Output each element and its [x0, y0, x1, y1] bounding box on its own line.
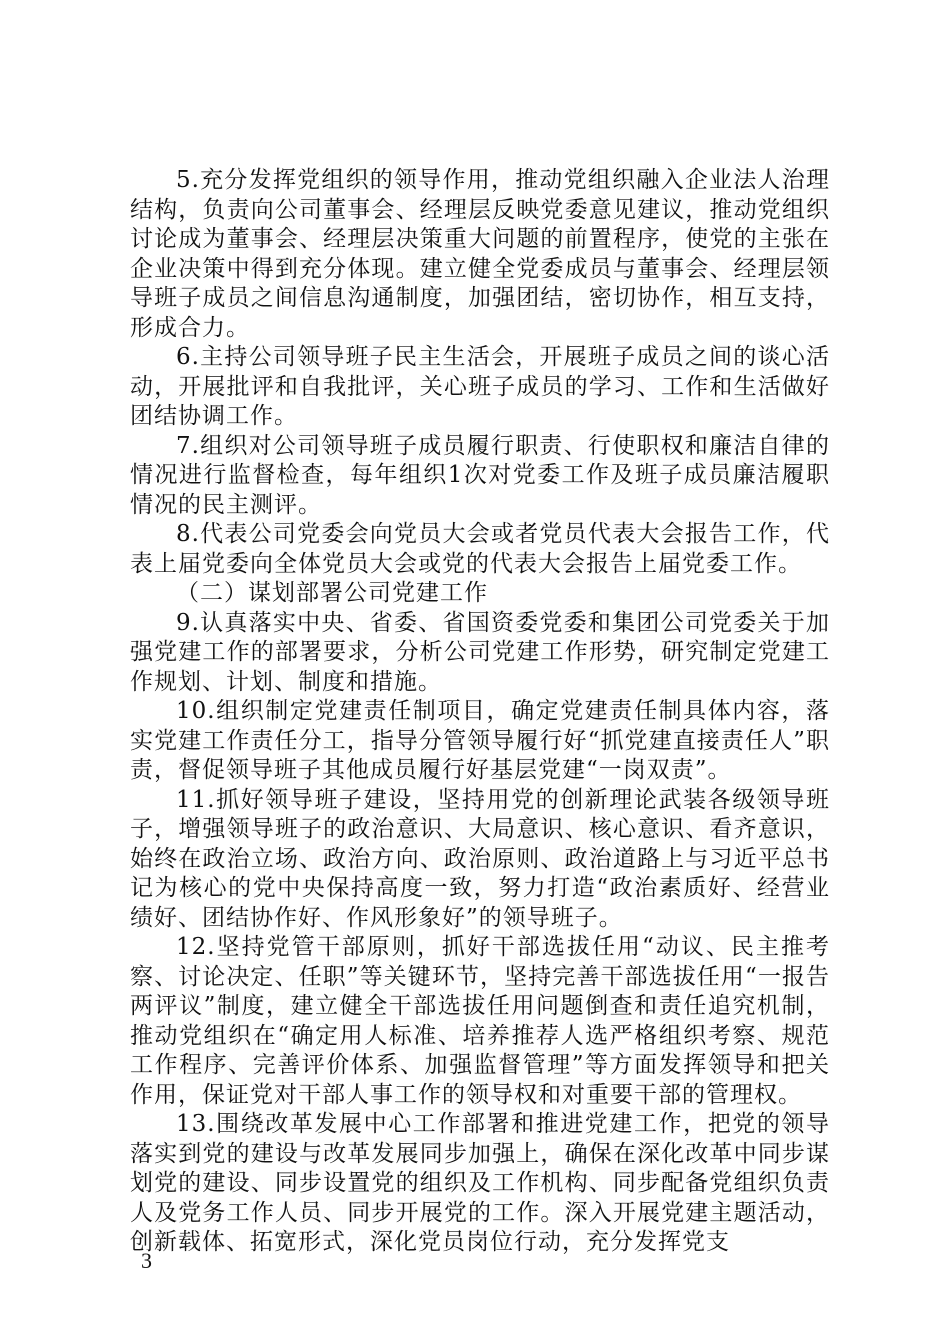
paragraph-12: 12.坚持党管干部原则，抓好干部选拔任用“动议、民主推考察、讨论决定、任职”等关键环节，坚持完善干部选拔任用“一报告两评议”制度，建立健全干部选拔任用问题倒查和责任追究机制，推动党组织在“确定用人标准、培养推荐人选严格组织考察、规范工作程序、完善评价体系、加强监督管理”等方面发挥领导和把关作用，保证党对干部人事工作的领导权和对重要干部的管理权。 [130, 934, 830, 1108]
paragraph-11: 11.抓好领导班子建设，坚持用党的创新理论武装各级领导班子，增强领导班子的政治意识、大局意识、核心意识、看齐意识，始终在政治立场、政治方向、政治原则、政治道路上与习近平总书记为核心的党中央保持高度一致，努力打造“政治素质好、经营业绩好、团结协作好、作风形象好”的领导班子。 [130, 786, 830, 931]
paragraph-7: 7.组织对公司领导班子成员履行职责、行使职权和廉洁自律的情况进行监督检查，每年组织1次对党委工作及班子成员廉洁履职情况的民主测评。 [130, 432, 830, 518]
paragraph-5: 5.充分发挥党组织的领导作用，推动党组织融入企业法人治理结构，负责向公司董事会、经理层反映党委意见建议，推动党组织讨论成为董事会、经理层决策重大问题的前置程序，使党的主张在企业决策中得到充分体现。建立健全党委成员与董事会、经理层领导班子成员之间信息沟通制度，加强团结，密切协作，相互支持，形成合力。 [130, 167, 830, 341]
paragraph-6: 6.主持公司领导班子民主生活会，开展班子成员之间的谈心活动，开展批评和自我批评，关心班子成员的学习、工作和生活做好团结协调工作。 [130, 344, 830, 429]
paragraph-8: 8.代表公司党委会向党员大会或者党员代表大会报告工作，代表上届党委向全体党员大会或党的代表大会报告上届党委工作。 [130, 521, 830, 577]
paragraph-10: 10.组织制定党建责任制项目，确定党建责任制具体内容，落实党建工作责任分工，指导分管领导履行好“抓党建直接责任人”职责，督促领导班子其他成员履行好基层党建“一岗双责”。 [130, 698, 830, 783]
section-heading: （二）谋划部署公司党建工作 [176, 580, 488, 606]
paragraph-13: 13.围绕改革发展中心工作部署和推进党建工作，把党的领导落实到党的建设与改革发展同步加强上，确保在深化改革中同步谋划党的建设、同步设置党的组织及工作机构、同步配备党组织负责人及党务工作人员、同步开展党的工作。深入开展党建主题活动，创新载体、拓宽形式，深化党员岗位行动，充分发挥党支 [130, 1111, 830, 1255]
paragraph-9: 9.认真落实中央、省委、省国资委党委和集团公司党委关于加强党建工作的部署要求，分析公司党建工作形势，研究制定党建工作规划、计划、制度和措施。 [130, 609, 830, 695]
page-number: 3 [141, 1248, 152, 1273]
document-body [130, 166, 830, 1258]
